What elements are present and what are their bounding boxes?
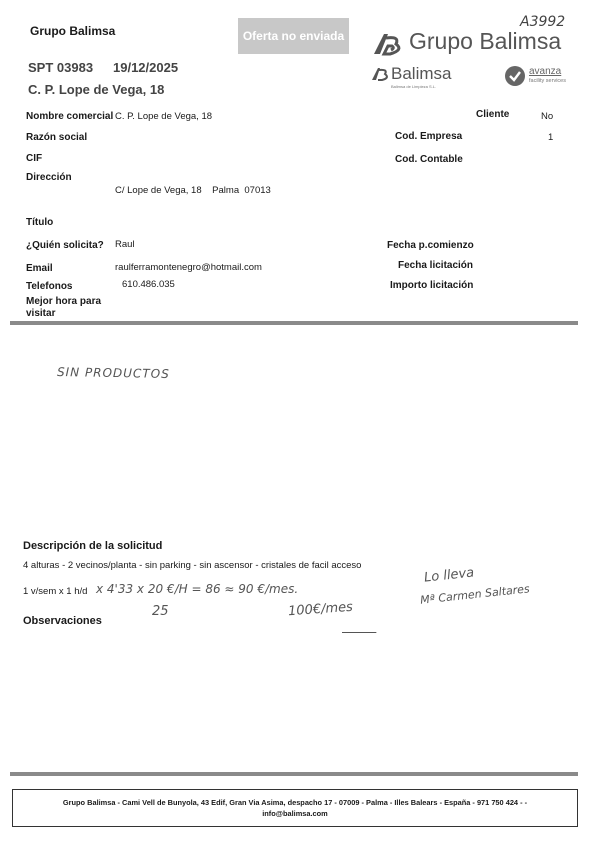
balimsa-small-logo — [370, 66, 390, 87]
status-badge: Oferta no enviada — [238, 18, 349, 54]
nombre-comercial-value: C. P. Lope de Vega, 18 — [115, 111, 213, 122]
handwritten-scribble — [342, 628, 376, 638]
cod-contable-label: Cod. Contable — [395, 154, 463, 165]
balimsa-small-mark-icon — [370, 66, 390, 82]
observaciones-label: Observaciones — [23, 615, 102, 627]
company-name: Grupo Balimsa — [30, 24, 116, 38]
logo-small-text: Balimsa — [391, 64, 452, 83]
client-title: C. P. Lope de Vega, 18 — [28, 82, 165, 97]
fecha-comienzo-label: Fecha p.comienzo — [387, 240, 474, 251]
cif-label: CIF — [26, 153, 43, 164]
telefonos-value: 610.486.035 — [122, 279, 175, 290]
importe-licitacion-label: Importo licitación — [390, 280, 474, 291]
descripcion-heading: Descripción de la solicitud — [23, 540, 163, 552]
handwritten-calculation-25: 25 — [152, 604, 169, 619]
section-divider-bottom — [10, 772, 578, 776]
handwritten-calculation: x 4'33 x 20 €/H = 86 ≈ 90 €/mes. — [96, 582, 299, 596]
handwritten-note-line2: Mª Carmen Saltares — [419, 582, 531, 607]
descripcion-line1: 4 alturas - 2 vecinos/planta - sin parking - sin ascensor - cristales de facil acceso — [23, 560, 362, 571]
descripcion-line2: 1 v/sem x 1 h/d — [23, 586, 88, 597]
quien-solicita-label: ¿Quién solicita? — [26, 240, 104, 251]
email-label: Email — [26, 263, 53, 274]
footer-box — [12, 789, 578, 827]
fecha-licitacion-label: Fecha licitación — [398, 260, 474, 271]
nombre-comercial-label: Nombre comercial — [26, 111, 114, 122]
reference-date: 19/12/2025 — [113, 60, 179, 75]
telefonos-label: Telefonos — [26, 281, 73, 292]
cod-empresa-value: 1 — [548, 132, 554, 143]
avanza-logo-icon — [505, 66, 525, 86]
reference-number: SPT 03983 — [28, 60, 94, 75]
cod-empresa-label: Cod. Empresa — [395, 131, 463, 142]
mejor-hora-label-line1: Mejor hora para — [26, 296, 102, 307]
avanza-logo-subtext: facility services — [529, 78, 566, 84]
email-value: raulferramontenegro@hotmail.com — [115, 262, 262, 273]
razon-social-label: Razón social — [26, 132, 88, 143]
cliente-label: Cliente — [476, 109, 510, 120]
section-divider-top — [10, 321, 578, 325]
footer-address: Grupo Balimsa - Cami Vell de Bunyola, 43 Edif, Gran Via Asima, despacho 17 - 07009 - Palma - Illes Balears - España - 971 750 424 - - — [62, 798, 528, 807]
handwritten-reference: A3992 — [520, 14, 566, 30]
direccion-label: Dirección — [26, 172, 72, 183]
handwritten-note-line1: Lo lleva — [423, 565, 475, 586]
grupo-balimsa-logo — [370, 30, 404, 63]
handwritten-per-month: 100€/mes — [287, 599, 354, 620]
footer-email: info@balimsa.com — [262, 809, 328, 818]
logo-small-subtext: Balimsa de Limpieza S.L. — [391, 84, 437, 89]
avanza-logo-text: avanza — [529, 66, 562, 77]
cliente-value: No — [541, 111, 554, 122]
handwritten-sin-productos: SIN PRODUCTOS — [56, 365, 170, 381]
direccion-value: C/ Lope de Vega, 18 Palma 07013 — [115, 185, 271, 196]
logo-main-text: Grupo Balimsa — [409, 28, 562, 54]
titulo-label: Título — [26, 217, 54, 228]
balimsa-mark-icon — [370, 30, 404, 58]
mejor-hora-label-line2: visitar — [26, 308, 56, 319]
quien-solicita-value: Raul — [115, 239, 135, 250]
